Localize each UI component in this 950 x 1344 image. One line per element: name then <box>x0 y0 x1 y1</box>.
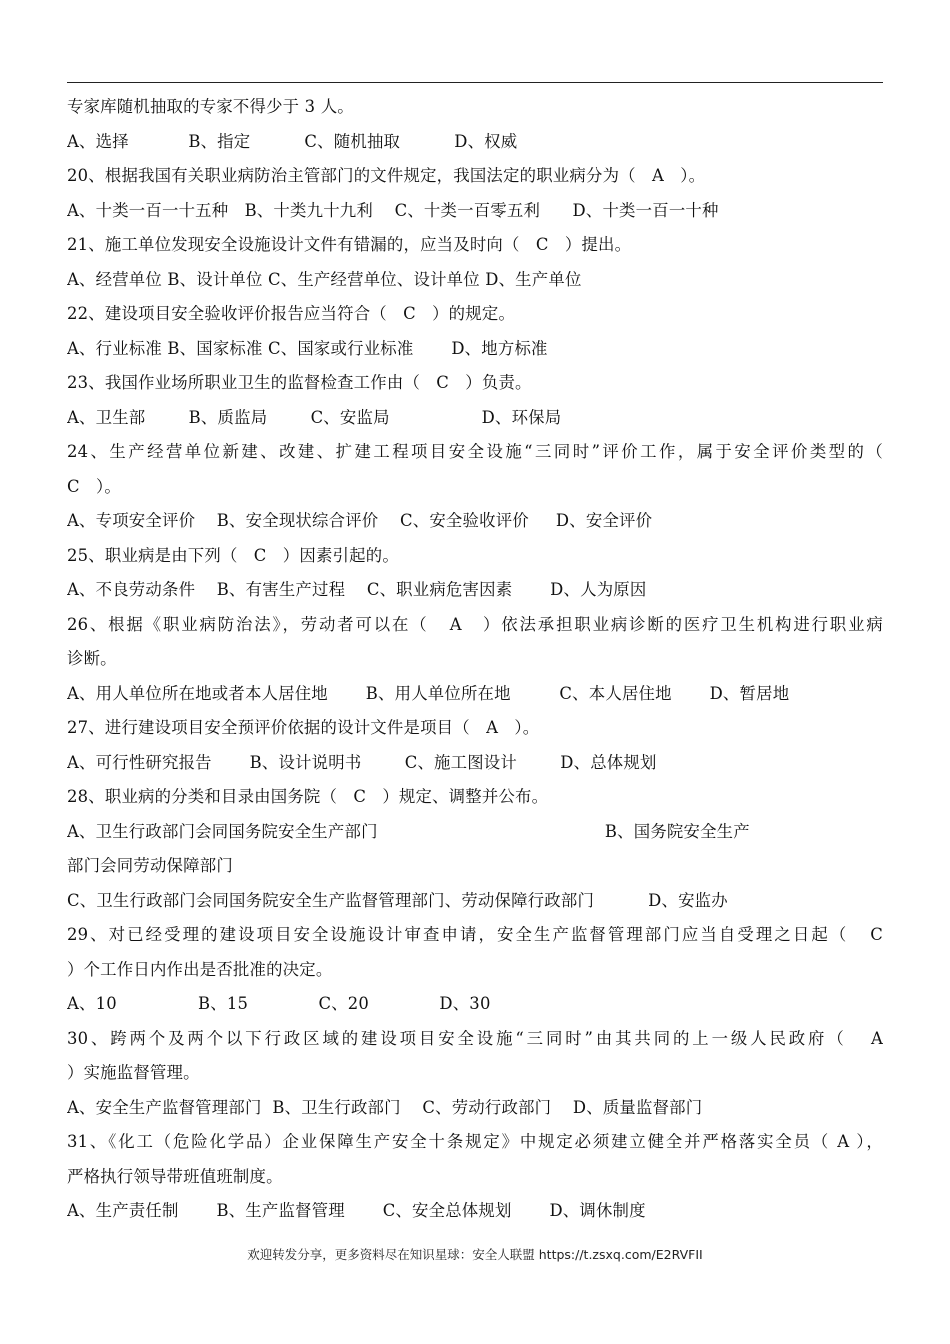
text-line: ）实施监督管理。 <box>67 1063 200 1082</box>
text-line: 29、对已经受理的建设项目安全设施设计审查申请，安全生产监督管理部门应当自受理之日起（ C <box>67 925 883 944</box>
text-line: 25、职业病是由下列（ C ）因素引起的。 <box>67 545 399 565</box>
text-line: 24、生产经营单位新建、改建、扩建工程项目安全设施“三同时”评价工作，属于安全评价类型的（ <box>67 442 883 461</box>
text-line: ）个工作日内作出是否批准的决定。 <box>67 959 333 979</box>
header-rule <box>67 82 883 83</box>
text-line: 30、跨两个及两个以下行政区域的建设项目安全设施“三同时”由其共同的上一级人民政府（ A <box>67 1028 883 1048</box>
text-line: A、十类一百一十五种 B、十类九十九利 C、十类一百零五利 D、十类一百一十种 <box>67 200 719 220</box>
document-body <box>67 90 883 1229</box>
text-line: 28、职业病的分类和目录由国务院（ C ）规定、调整并公布。 <box>67 787 549 806</box>
text-line: A、可行性研究报告 B、设计说明书 C、施工图设计 D、总体规划 <box>67 752 657 772</box>
text-line: 严格执行领导带班值班制度。 <box>67 1166 283 1186</box>
text-line: A、经营单位 B、设计单位 C、生产经营单位、设计单位 D、生产单位 <box>67 269 582 289</box>
footer-note: 欢迎转发分享，更多资料尽在知识星球：安全人联盟 https://t.zsxq.com/E2RVFII <box>247 1247 703 1262</box>
text-line: 23、我国作业场所职业卫生的监督检查工作由（ C ）负责。 <box>67 373 532 392</box>
text-line: 诊断。 <box>67 649 117 668</box>
text-line: 27、进行建设项目安全预评价依据的设计文件是项目（ A ）。 <box>67 718 540 737</box>
text-line: C ）。 <box>67 476 121 496</box>
text-line: 31、《化工（危险化学品）企业保障生产安全十条规定》中规定必须建立健全并严格落实全员（ A ）， <box>67 1132 883 1151</box>
text-line: A、10 B、15 C、20 D、30 <box>67 994 491 1013</box>
text-line: 20、根据我国有关职业病防治主管部门的文件规定，我国法定的职业病分为（ A ）。 <box>67 166 706 185</box>
text-line: A、安全生产监督管理部门 B、卫生行政部门 C、劳动行政部门 D、质量监督部门 <box>67 1097 703 1117</box>
text-line: C、卫生行政部门会同国务院安全生产监督管理部门、劳动保障行政部门 D、安监办 <box>67 890 728 910</box>
text-line: 22、建设项目安全验收评价报告应当符合（ C ）的规定。 <box>67 304 516 323</box>
text-line: A、卫生部 B、质监局 C、安监局 D、环保局 <box>67 407 562 427</box>
text-line: 26、根据《职业病防治法》，劳动者可以在（ A ）依法承担职业病诊断的医疗卫生机构进行职业病 <box>67 614 883 634</box>
text-line: A、卫生行政部门会同国务院安全生产部门 B、国务院安全生产 <box>67 821 750 841</box>
text-line: 专家库随机抽取的专家不得少于 3 人。 <box>67 97 354 116</box>
text-line: A、行业标准 B、国家标准 C、国家或行业标准 D、地方标准 <box>67 338 548 358</box>
text-line: A、用人单位所在地或者本人居住地 B、用人单位所在地 C、本人居住地 D、暂居地 <box>67 683 790 703</box>
text-line: A、选择 B、指定 C、随机抽取 D、权威 <box>67 131 518 151</box>
text-line: 部门会同劳动保障部门 <box>67 856 233 875</box>
text-line: A、生产责任制 B、生产监督管理 C、安全总体规划 D、调休制度 <box>67 1201 646 1220</box>
text-line: 21、施工单位发现安全设施设计文件有错漏的，应当及时向（ C ）提出。 <box>67 235 632 254</box>
text-line: A、不良劳动条件 B、有害生产过程 C、职业病危害因素 D、人为原因 <box>67 580 647 599</box>
text-line: A、专项安全评价 B、安全现状综合评价 C、安全验收评价 D、安全评价 <box>67 511 653 530</box>
